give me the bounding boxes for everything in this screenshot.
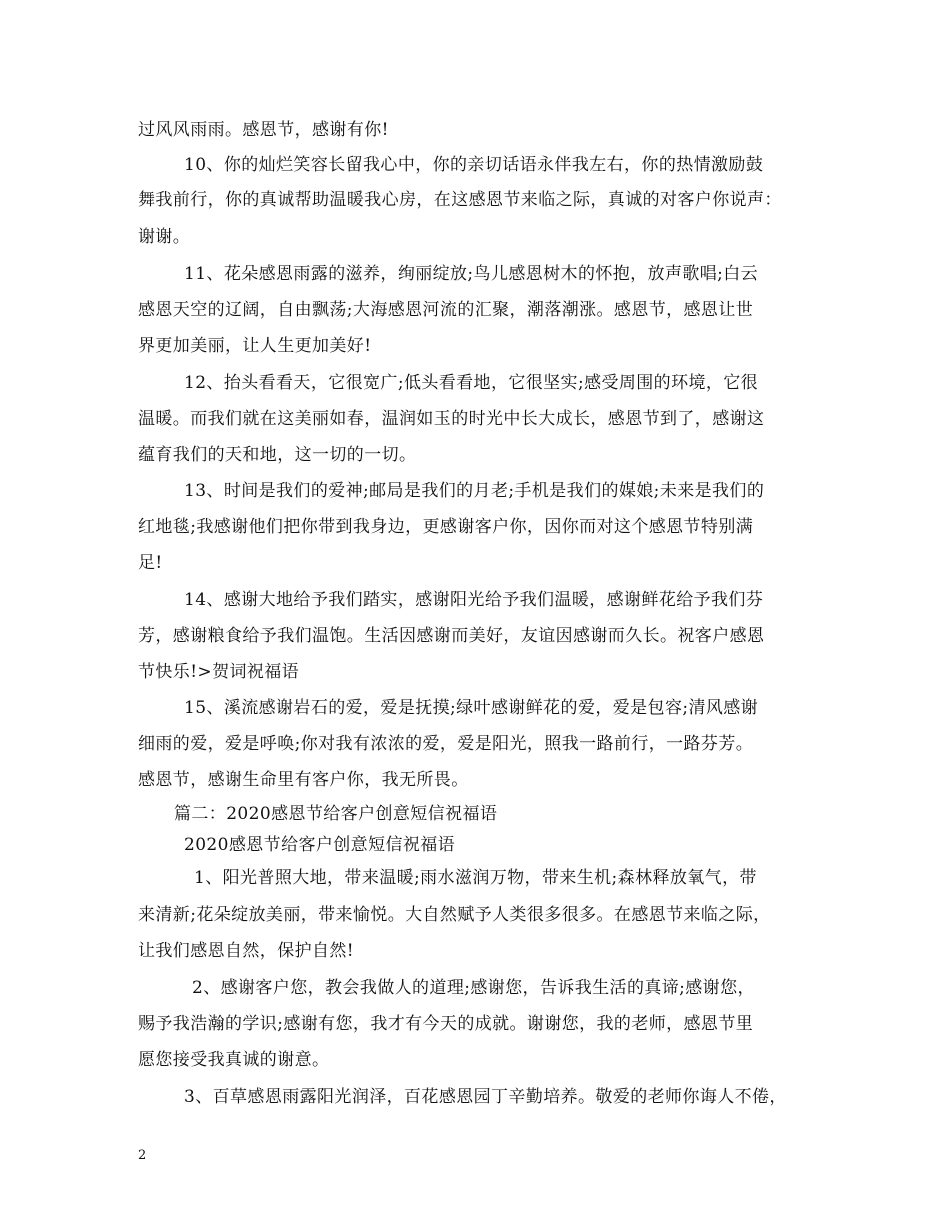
text-line: 12、抬头看看天，它很宽广;低头看看地，它很坚实;感受周围的环境，它很 xyxy=(184,373,759,393)
page-number: 2 xyxy=(138,1148,147,1163)
section-title: 2020感恩节给客户创意短信祝福语 xyxy=(184,835,456,855)
text-line: 1、阳光普照大地，带来温暖;雨水滋润万物，带来生机;森林释放氧气，带 xyxy=(194,868,757,888)
text-line: 3、百草感恩雨露阳光润泽，百花感恩园丁辛勤培养。敬爱的老师你诲人不倦， xyxy=(184,1087,787,1107)
text-line: 11、花朵感恩雨露的滋养，绚丽绽放;鸟儿感恩树木的怀抱，放声歌唱;白云 xyxy=(184,264,759,284)
text-line: 红地毯;我感谢他们把你带到我身边，更感谢客户你，因你而对这个感恩节特别满 xyxy=(138,517,754,537)
text-line: 舞我前行，你的真诚帮助温暖我心房，在这感恩节来临之际，真诚的对客户你说声： xyxy=(138,190,782,210)
text-line: 赐予我浩瀚的学识;感谢有您，我才有今天的成就。谢谢您，我的老师，感恩节里 xyxy=(138,1014,754,1034)
text-line: 蕴育我们的天和地，这一切的一切。 xyxy=(138,445,417,465)
text-line: 14、感谢大地给予我们踏实，感谢阳光给予我们温暖，感谢鲜花给予我们芬 xyxy=(184,590,764,610)
text-line: 13、时间是我们的爱神;邮局是我们的月老;手机是我们的媒娘;未来是我们的 xyxy=(184,481,765,501)
text-line: 来清新;花朵绽放美丽，带来愉悦。大自然赋予人类很多很多。在感恩节来临之际， xyxy=(138,905,771,925)
text-line: 15、溪流感谢岩石的爱，爱是抚摸;绿叶感谢鲜花的爱，爱是包容;清风感谢 xyxy=(184,698,759,718)
text-line: 愿您接受我真诚的谢意。 xyxy=(138,1050,330,1070)
text-line: 感恩节，感谢生命里有客户你，我无所畏。 xyxy=(138,770,469,790)
text-line: 界更加美丽，让人生更加美好! xyxy=(138,336,372,356)
text-line: 感恩天空的辽阔，自由飘荡;大海感恩河流的汇聚，潮落潮涨。感恩节，感恩让世 xyxy=(138,300,754,320)
text-line: 节快乐!>贺词祝福语 xyxy=(138,662,300,682)
text-line: 10、你的灿烂笑容长留我心中，你的亲切话语永伴我左右，你的热情激励鼓 xyxy=(184,155,764,175)
text-line: 过风风雨雨。感恩节，感谢有你! xyxy=(138,120,389,140)
text-line: 芳，感谢粮食给予我们温饱。生活因感谢而美好，友谊因感谢而久长。祝客户感恩 xyxy=(138,626,765,646)
text-line: 谢谢。 xyxy=(138,227,191,247)
text-line: 温暖。而我们就在这美丽如春，温润如玉的时光中长大成长，感恩节到了，感谢这 xyxy=(138,409,765,429)
text-line: 细雨的爱，爱是呼唤;你对我有浓浓的爱，爱是阳光，照我一路前行，一路芬芳。 xyxy=(138,734,754,754)
section-heading: 篇二：2020感恩节给客户创意短信祝福语 xyxy=(174,804,498,824)
text-line: 足! xyxy=(138,553,163,573)
text-line: 让我们感恩自然，保护自然! xyxy=(138,941,355,961)
text-line: 2、感谢客户您，教会我做人的道理;感谢您，告诉我生活的真谛;感谢您， xyxy=(192,978,755,998)
